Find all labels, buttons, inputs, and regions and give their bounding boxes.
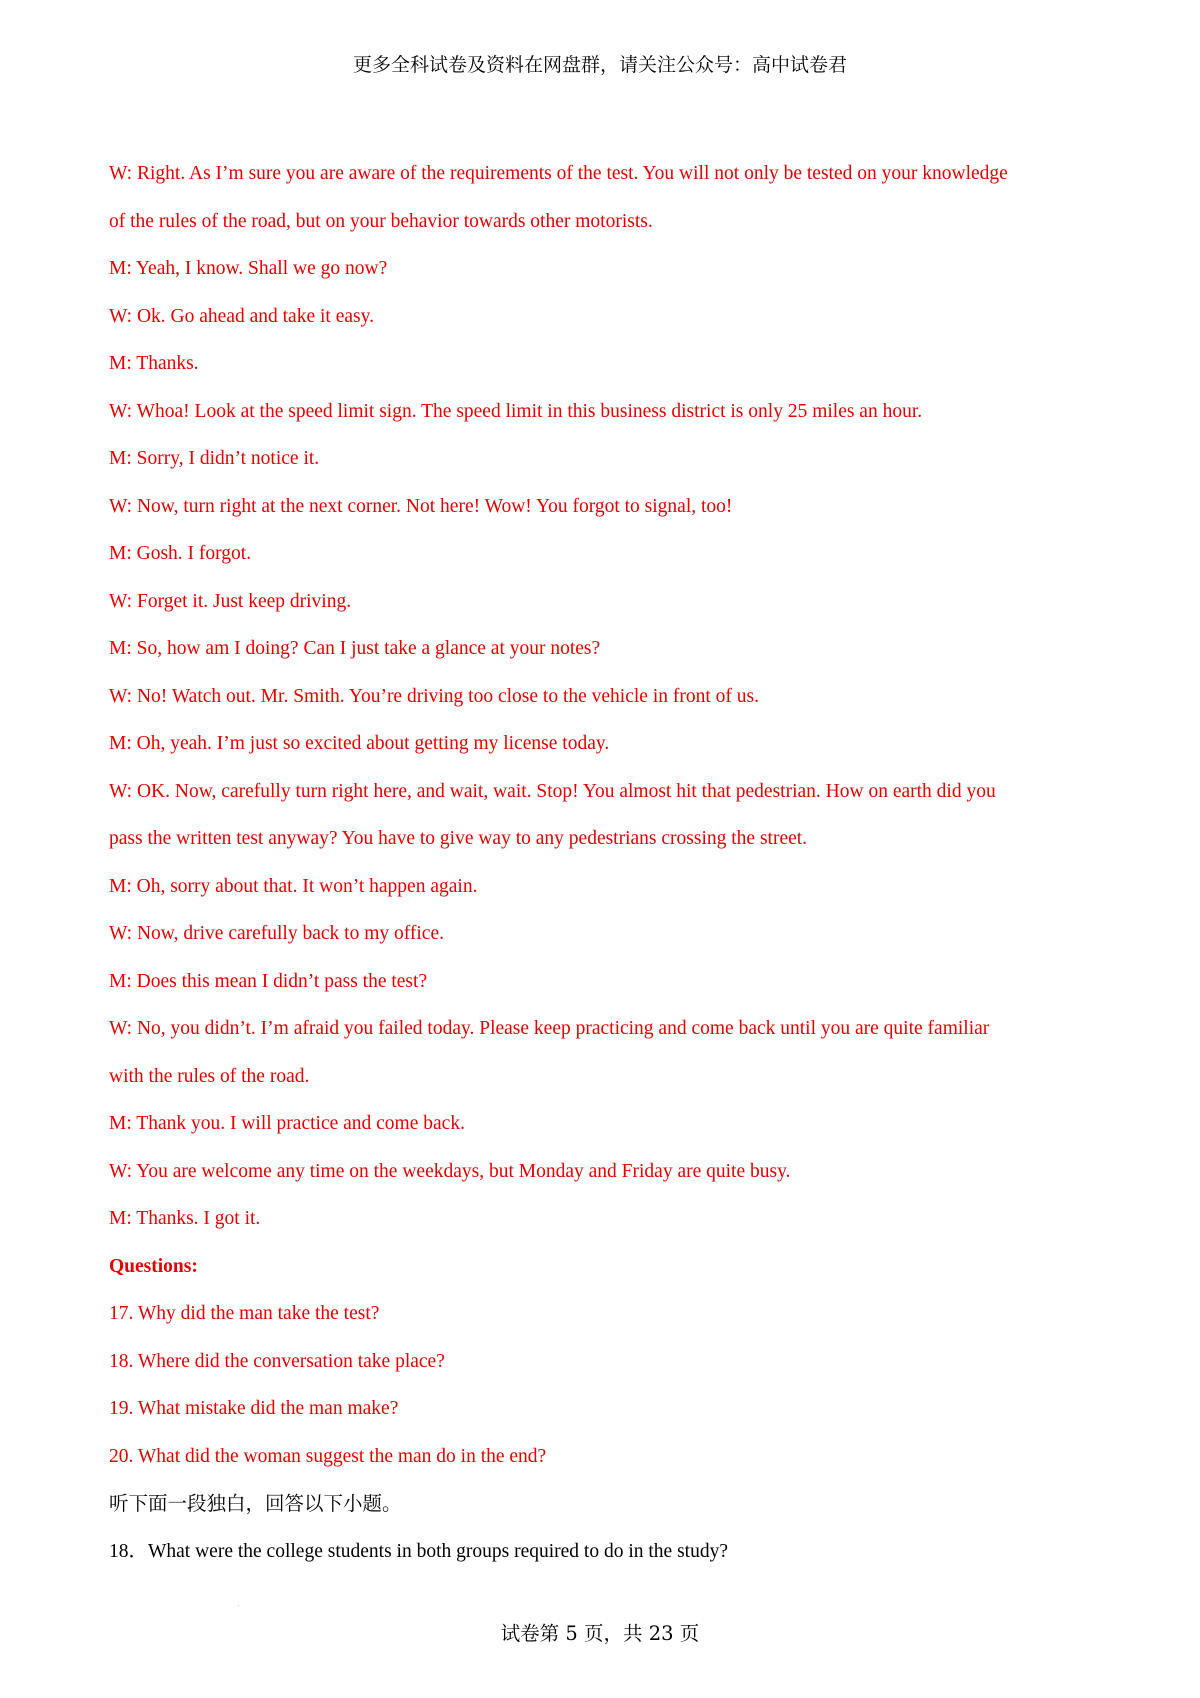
- transcript-line: M: So, how am I doing? Can I just take a glance at your notes?: [109, 638, 601, 659]
- scan-speck: [238, 1605, 239, 1606]
- transcript-line: M: Gosh. I forgot.: [109, 543, 252, 564]
- question-item: 19. What mistake did the man make?: [109, 1398, 399, 1419]
- transcript-line: W: Forget it. Just keep driving.: [109, 590, 352, 612]
- transcript-line: W: No, you didn’t. I’m afraid you failed today. Please keep practicing and come back until you are quite familiar: [109, 1018, 990, 1039]
- transcript-line: W: Whoa! Look at the speed limit sign. The speed limit in this business district is only 25 miles an hour.: [109, 400, 923, 422]
- question-item: 17. Why did the man take the test?: [109, 1303, 380, 1324]
- question-item: 18. Where did the conversation take place?: [109, 1350, 445, 1372]
- document-body: [109, 150, 1099, 1575]
- transcript-line: M: Yeah, I know. Shall we go now?: [109, 258, 388, 279]
- transcript-line: W: No! Watch out. Mr. Smith. You’re driving too close to the vehicle in front of us.: [109, 685, 759, 707]
- transcript-line: M: Thank you. I will practice and come back.: [109, 1113, 465, 1134]
- transcript-line: W: OK. Now, carefully turn right here, and wait, wait. Stop! You almost hit that pedestrian. How on earth did you: [109, 780, 996, 802]
- transcript-line: M: Does this mean I didn’t pass the test?: [109, 970, 428, 992]
- question-item: 20. What did the woman suggest the man do in the end?: [109, 1445, 547, 1467]
- transcript-line: W: Now, turn right at the next corner. Not here! Wow! You forgot to signal, too!: [109, 495, 733, 517]
- transcript-line: W: Right. As I’m sure you are aware of the requirements of the test. You will not only be tested on your knowledge: [109, 163, 1008, 184]
- page-footer: 试卷第 5 页，共 23 页: [500, 1622, 700, 1645]
- section-instruction: 听下面一段独白，回答以下小题。: [109, 1492, 402, 1515]
- next-question: 18．What were the college students in both groups required to do in the study?: [109, 1540, 728, 1562]
- transcript-line: W: You are welcome any time on the weekdays, but Monday and Friday are quite busy.: [109, 1160, 791, 1182]
- transcript-line: W: Ok. Go ahead and take it easy.: [109, 305, 374, 327]
- transcript-line: with the rules of the road.: [109, 1065, 310, 1087]
- questions-heading: Questions:: [109, 1255, 198, 1277]
- page-header: 更多全科试卷及资料在网盘群，请关注公众号：高中试卷君: [352, 54, 847, 76]
- transcript-line: M: Thanks. I got it.: [109, 1208, 261, 1229]
- transcript-line: M: Oh, yeah. I’m just so excited about getting my license today.: [109, 733, 610, 754]
- transcript-line: M: Sorry, I didn’t notice it.: [109, 448, 320, 469]
- transcript-line: pass the written test anyway? You have to give way to any pedestrians crossing the street.: [109, 828, 808, 849]
- transcript-line: W: Now, drive carefully back to my office.: [109, 923, 444, 944]
- transcript-line: of the rules of the road, but on your behavior towards other motorists.: [109, 210, 653, 232]
- transcript-line: M: Thanks.: [109, 353, 199, 374]
- transcript-line: M: Oh, sorry about that. It won’t happen again.: [109, 875, 478, 897]
